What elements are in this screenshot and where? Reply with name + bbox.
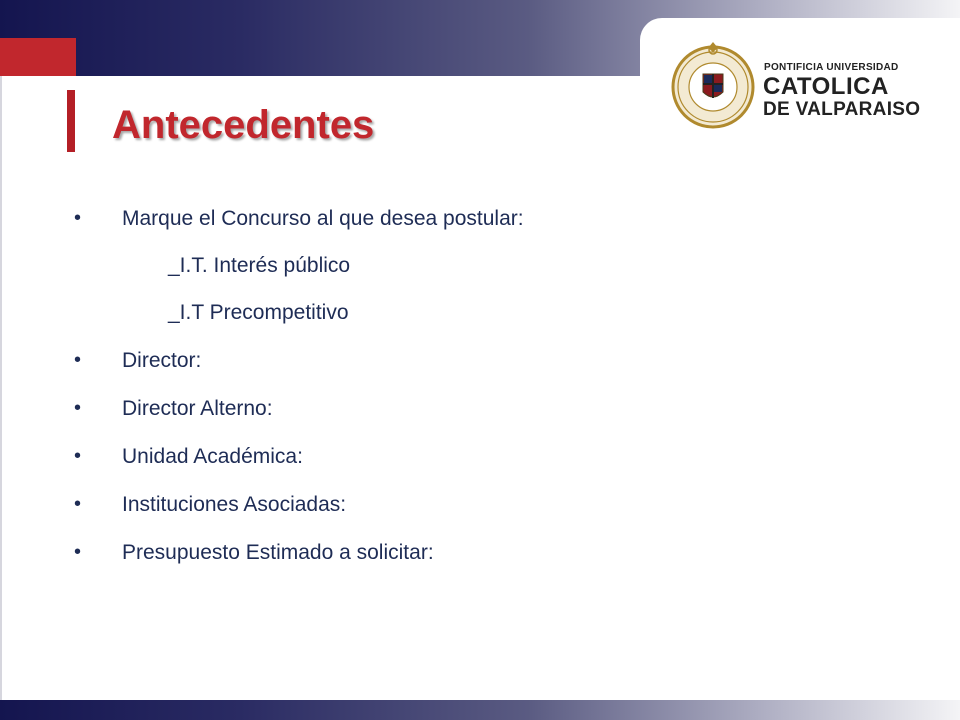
bullet-presupuesto: Presupuesto Estimado a solicitar: (122, 541, 434, 564)
red-accent-block (0, 38, 76, 76)
bullet-dot: • (74, 349, 82, 371)
bullet-dot: • (74, 397, 82, 419)
university-seal-logo (668, 40, 758, 130)
bullet-instituciones: Instituciones Asociadas: (122, 493, 347, 516)
bottom-gradient-band (0, 700, 960, 720)
bullet-concurso: Marque el Concurso al que desea postular: (122, 207, 524, 230)
logo-text-catolica: CATOLICA (763, 73, 889, 100)
option-precompetitivo: _I.T Precompetitivo (168, 301, 349, 324)
bullet-dot: • (74, 493, 82, 515)
logo-text-valparaiso: DE VALPARAISO (763, 99, 921, 120)
bullet-dot: • (74, 207, 82, 229)
bullet-director-alterno: Director Alterno: (122, 397, 273, 420)
slide-title: Antecedentes (112, 103, 375, 147)
logo-text-pontificia: PONTIFICIA UNIVERSIDAD (764, 62, 899, 73)
title-accent-bar (67, 90, 75, 152)
left-edge-line (0, 76, 2, 700)
bullet-dot: • (74, 445, 82, 467)
option-interes-publico: _I.T. Interés público (168, 254, 351, 277)
bullet-dot: • (74, 541, 82, 563)
bullet-director: Director: (122, 349, 202, 372)
bullet-unidad-academica: Unidad Académica: (122, 445, 303, 468)
